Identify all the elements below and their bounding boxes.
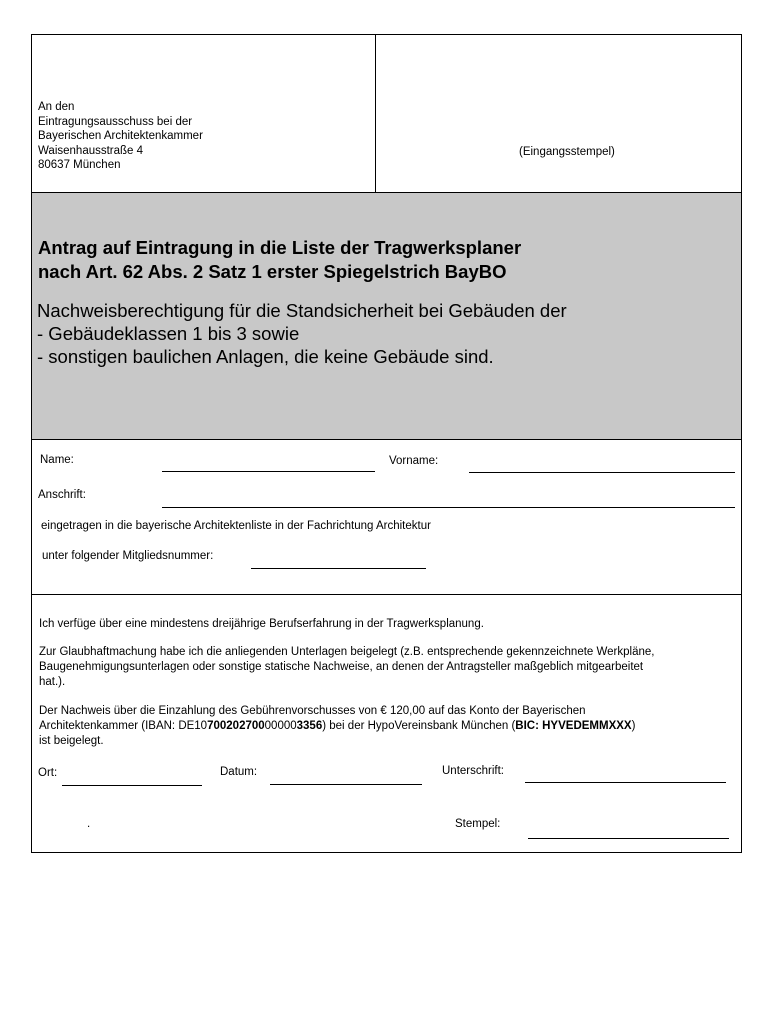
declaration-section <box>32 595 741 852</box>
ort-label: Ort: <box>38 767 58 779</box>
payment-text: ) bei der HypoVereinsbank München ( <box>322 720 516 732</box>
anschrift-label: Anschrift: <box>38 489 86 501</box>
dot-mark: . <box>87 818 91 830</box>
anschrift-field[interactable] <box>162 507 735 508</box>
recipient-line: 80637 München <box>38 159 121 171</box>
recipient-line: An den <box>38 101 75 113</box>
payment-statement <box>39 704 729 749</box>
iban-plain-part: 00000 <box>264 720 297 732</box>
payment-line <box>39 719 729 734</box>
form-subtitle-line: - Gebäudeklassen 1 bis 3 sowie <box>37 323 300 344</box>
form-subtitle <box>37 299 567 368</box>
title-section <box>32 193 741 440</box>
datum-field[interactable] <box>270 784 422 785</box>
recipient-address <box>38 100 203 173</box>
form-title-line: nach Art. 62 Abs. 2 Satz 1 erster Spiegelstrich BayBO <box>38 261 507 282</box>
unterschrift-label: Unterschrift: <box>442 765 504 777</box>
ort-field[interactable] <box>62 785 202 786</box>
payment-line: ist beigelegt. <box>39 735 104 747</box>
member-number-label: unter folgender Mitgliedsnummer: <box>42 550 214 562</box>
person-section <box>32 440 741 595</box>
payment-text: Architektenkammer (IBAN: DE10 <box>39 720 208 732</box>
proof-statement <box>39 645 729 690</box>
vorname-label: Vorname: <box>389 455 439 467</box>
datum-label: Datum: <box>220 766 258 778</box>
vorname-field[interactable] <box>469 472 735 473</box>
stamp-field[interactable] <box>528 838 729 839</box>
recipient-line: Waisenhausstraße 4 <box>38 144 144 157</box>
payment-text: ) <box>631 720 636 732</box>
member-number-field[interactable] <box>251 568 426 569</box>
application-form <box>31 34 742 853</box>
form-subtitle-line: - sonstigen baulichen Anlagen, die keine Gebäude sind. <box>37 346 494 367</box>
name-field[interactable] <box>162 471 375 472</box>
proof-line: hat.). <box>39 676 66 688</box>
payment-line: Der Nachweis über die Einzahlung des Gebührenvorschusses von € 120,00 auf das Konto der Bayerischen <box>39 705 586 717</box>
bic-code: BIC: HYVEDEMMXXX <box>515 720 632 732</box>
form-title-line: Antrag auf Eintragung in die Liste der Tragwerksplaner <box>38 237 522 258</box>
registered-text: eingetragen in die bayerische Architektenliste in der Fachrichtung Architektur <box>41 520 431 532</box>
header-divider <box>375 35 376 193</box>
stempel-label: Stempel: <box>455 818 501 830</box>
recipient-line: Eintragungsausschuss bei der <box>38 115 193 128</box>
proof-line: Zur Glaubhaftmachung habe ich die anliegenden Unterlagen beigelegt (z.B. entsprechende gekennzeichnete Werkpläne, <box>39 646 655 658</box>
experience-statement: Ich verfüge über eine mindestens dreijährige Berufserfahrung in der Tragwerksplanung. <box>39 618 484 630</box>
iban-bold-part: 700202700 <box>207 720 265 732</box>
form-title <box>38 236 521 284</box>
signature-field[interactable] <box>525 782 726 783</box>
proof-line: Baugenehmigungsunterlagen oder sonstige statische Nachweise, an denen der Antragsteller maßgeblich mitgearbeitet <box>39 661 644 673</box>
form-subtitle-line: Nachweisberechtigung für die Standsicherheit bei Gebäuden der <box>37 300 567 321</box>
stamp-box-label: (Eingangsstempel) <box>519 146 615 158</box>
header-section <box>32 35 741 193</box>
recipient-line: Bayerischen Architektenkammer <box>38 130 203 142</box>
iban-bold-part: 3356 <box>296 720 323 732</box>
name-label: Name: <box>40 454 74 466</box>
